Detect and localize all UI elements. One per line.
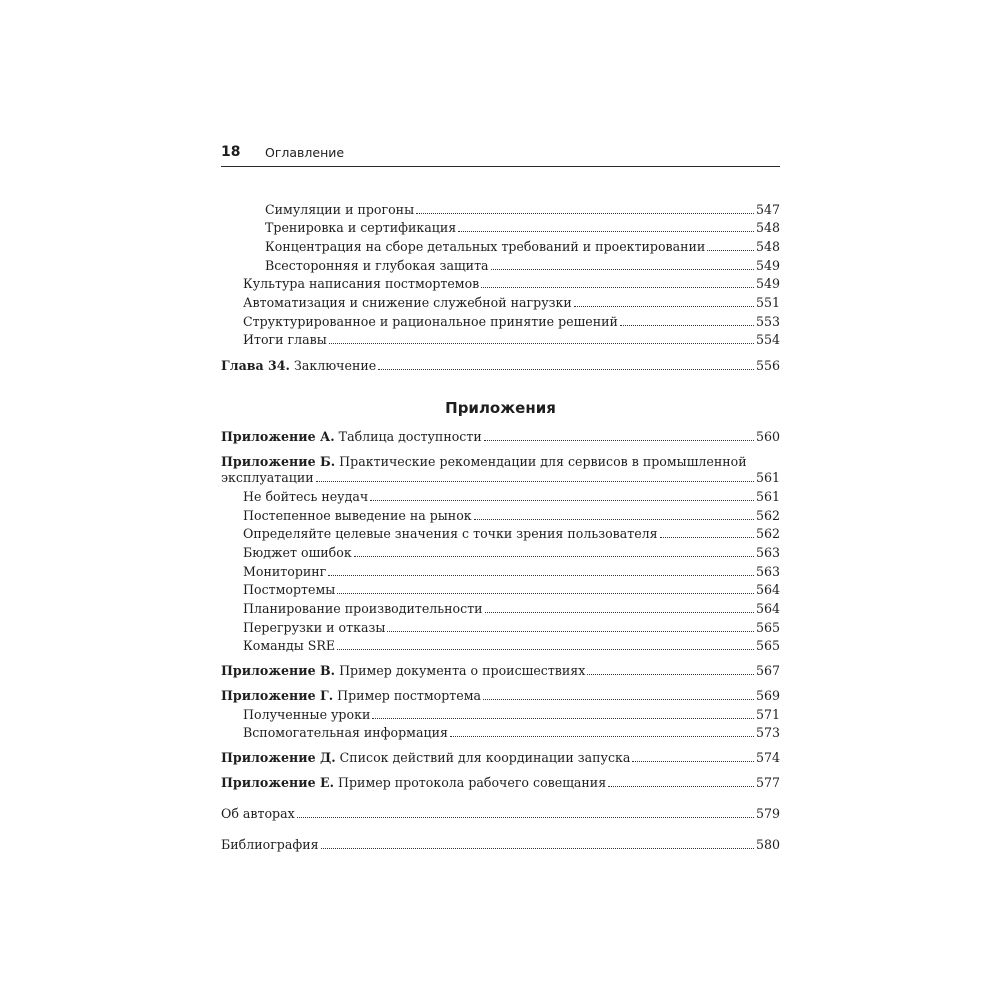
toc-appendix-entry-first-line[interactable]: Приложение Б. Практические рекомендации для сервисов в промышленной (221, 454, 747, 469)
section-title: Приложения (445, 399, 556, 417)
toc-chapter-entry[interactable]: Глава 34. Заключение 556 (221, 358, 780, 373)
toc-entry[interactable]: Библиография 580 (221, 837, 780, 852)
toc-entry[interactable]: Мониторинг 563 (243, 564, 780, 579)
toc-entry[interactable]: Структурированное и рациональное принятие решений 553 (243, 314, 780, 329)
toc-entry[interactable]: Бюджет ошибок 563 (243, 545, 780, 560)
toc-entry[interactable]: Перегрузки и отказы 565 (243, 620, 780, 635)
toc-entry[interactable]: Всесторонняя и глубокая защита 549 (265, 258, 780, 273)
toc-entry[interactable]: Вспомогательная информация 573 (243, 725, 780, 740)
page-number: 18 (221, 144, 241, 160)
toc-entry[interactable]: Об авторах 579 (221, 806, 780, 821)
toc-entry[interactable]: Определяйте целевые значения с точки зрения пользователя 562 (243, 526, 780, 541)
page-header (221, 144, 780, 167)
toc-appendix-entry[interactable]: Приложение Д. Список действий для координации запуска 574 (221, 750, 780, 765)
toc-appendix-entry[interactable]: Приложение В. Пример документа о происшествиях 567 (221, 663, 780, 678)
toc-entry[interactable]: Постмортемы 564 (243, 582, 780, 597)
toc-entry[interactable]: Не бойтесь неудач 561 (243, 489, 780, 504)
running-title: Оглавление (265, 145, 345, 160)
toc-entry[interactable]: Полученные уроки 571 (243, 707, 780, 722)
toc-entry[interactable]: Итоги главы 554 (243, 332, 780, 347)
toc-appendix-entry[interactable]: Приложение А. Таблица доступности 560 (221, 429, 780, 444)
toc-entry[interactable]: Постепенное выведение на рынок 562 (243, 508, 780, 523)
toc-entry[interactable]: Планирование производительности 564 (243, 601, 780, 616)
toc-appendix-entry[interactable]: Приложение Г. Пример постмортема 569 (221, 688, 780, 703)
toc-appendix-entry[interactable]: Приложение Е. Пример протокола рабочего совещания 577 (221, 775, 780, 790)
toc-entry[interactable]: Автоматизация и снижение служебной нагрузки 551 (243, 295, 780, 310)
toc-appendix-entry-cont[interactable]: эксплуатации 561 (221, 470, 780, 485)
toc-entry[interactable]: Культура написания постмортемов 549 (243, 276, 780, 291)
toc-entry[interactable]: Симуляции и прогоны 547 (265, 202, 780, 217)
toc-entry[interactable]: Команды SRE 565 (243, 638, 780, 653)
toc-entry[interactable]: Тренировка и сертификация 548 (265, 220, 780, 235)
toc-entry[interactable]: Концентрация на сборе детальных требований и проектировании 548 (265, 239, 780, 254)
